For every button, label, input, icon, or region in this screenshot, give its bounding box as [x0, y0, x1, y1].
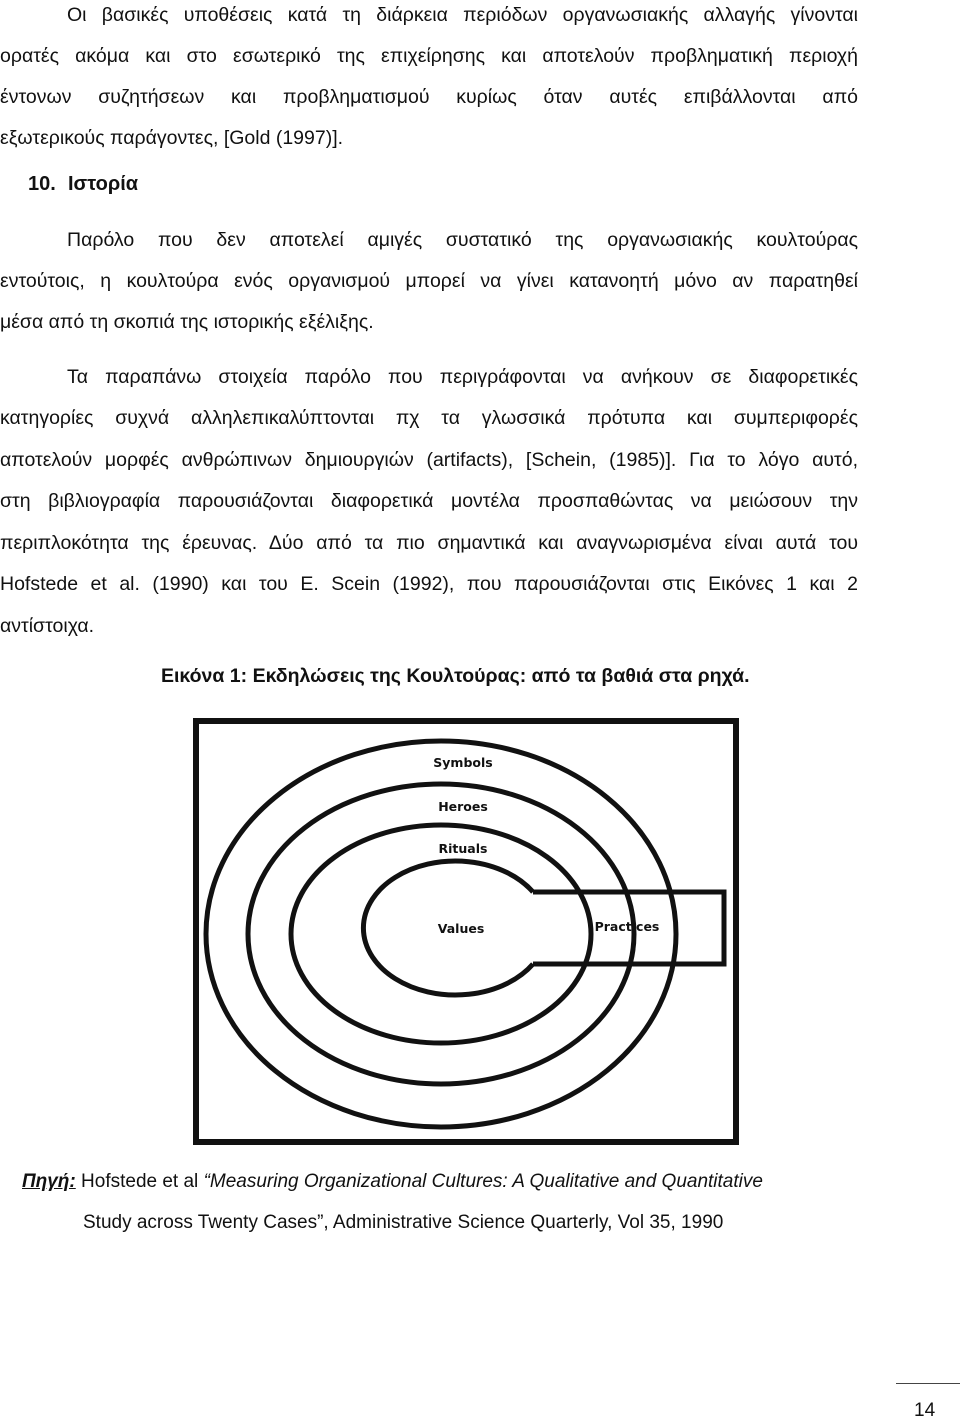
- figure-onion-diagram: [193, 718, 739, 1145]
- label-practices: Practices: [594, 919, 660, 934]
- source-title-part1: “Measuring Organizational Cultures: A Qualitative and Quantitative: [203, 1171, 763, 1192]
- paragraph-line: έντονων συζητήσεων και προβληματισμού κυρίως όταν αυτές επιβάλλονται από: [0, 86, 858, 108]
- paragraph-line: Οι βασικές υποθέσεις κατά τη διάρκεια περιόδων οργανωσιακής αλλαγής γίνονται: [67, 4, 858, 26]
- paragraph-line: εντούτοις, η κουλτούρα ενός οργανισμού μπορεί να γίνει κατανοητή μόνο αν παρατηθεί: [0, 270, 858, 292]
- source-authors: Hofstede et al: [81, 1171, 204, 1192]
- paragraph-line: μέσα από τη σκοπιά της ιστορικής εξέλιξης.: [0, 311, 374, 333]
- section-heading: [28, 173, 138, 196]
- paragraph-line: στη βιβλιογραφία παρουσιάζονται διαφορετικά μοντέλα προσπαθώντας να μειώσουν την: [0, 490, 858, 512]
- paragraph-line: Παρόλο που δεν αποτελεί αμιγές συστατικό της οργανωσιακής κουλτούρας: [67, 229, 858, 251]
- paragraph-line: αντίστοιχα.: [0, 615, 95, 637]
- label-values: Values: [437, 921, 485, 936]
- paragraph-line: Hofstede et al. (1990) και του E. Scein (1992), που παρουσιάζονται στις Εικόνες 1 και 2: [0, 573, 858, 595]
- paragraph-line: κατηγορίες συχνά αλληλεπικαλύπτονται πχ τα γλωσσικά πρότυπα και συμπεριφορές: [0, 407, 858, 429]
- paragraph-line: περιπλοκότητα της έρευνας. Δύο από τα πιο σημαντικά και αναγνωρισμένα είναι αυτά του: [0, 532, 858, 554]
- label-rituals: Rituals: [438, 841, 488, 856]
- paragraph-line: Τα παραπάνω στοιχεία παρόλο που περιγράφονται να ανήκουν σε διαφορετικές: [67, 366, 858, 388]
- footer-divider: [896, 1383, 960, 1384]
- source-line-2: Study across Twenty Cases”, Administrative Science Quarterly, Vol 35, 1990: [83, 1212, 724, 1233]
- onion-diagram-svg: [199, 724, 733, 1139]
- page-number: 14: [914, 1400, 936, 1421]
- paragraph-line: εξωτερικούς παράγοντες, [Gold (1997)].: [0, 127, 344, 149]
- source-label: Πηγή:: [22, 1171, 76, 1192]
- figure-caption: Εικόνα 1: Εκδηλώσεις της Κουλτούρας: από τα βαθιά στα ρηχά.: [161, 665, 750, 687]
- label-symbols: Symbols: [433, 755, 493, 770]
- source-line-1: [22, 1171, 763, 1193]
- paragraph-line: αποτελούν μορφές ανθρώπινων δημιουργιών (artifacts), [Schein, (1985)]. Για το λόγο αυτό,: [0, 449, 858, 471]
- section-title: Ιστορία: [68, 173, 139, 195]
- paragraph-line: ορατές ακόμα και στο εσωτερικό της επιχείρησης και αποτελούν προβληματική περιοχή: [0, 45, 858, 67]
- label-heroes: Heroes: [438, 799, 488, 814]
- section-number: 10.: [28, 173, 56, 195]
